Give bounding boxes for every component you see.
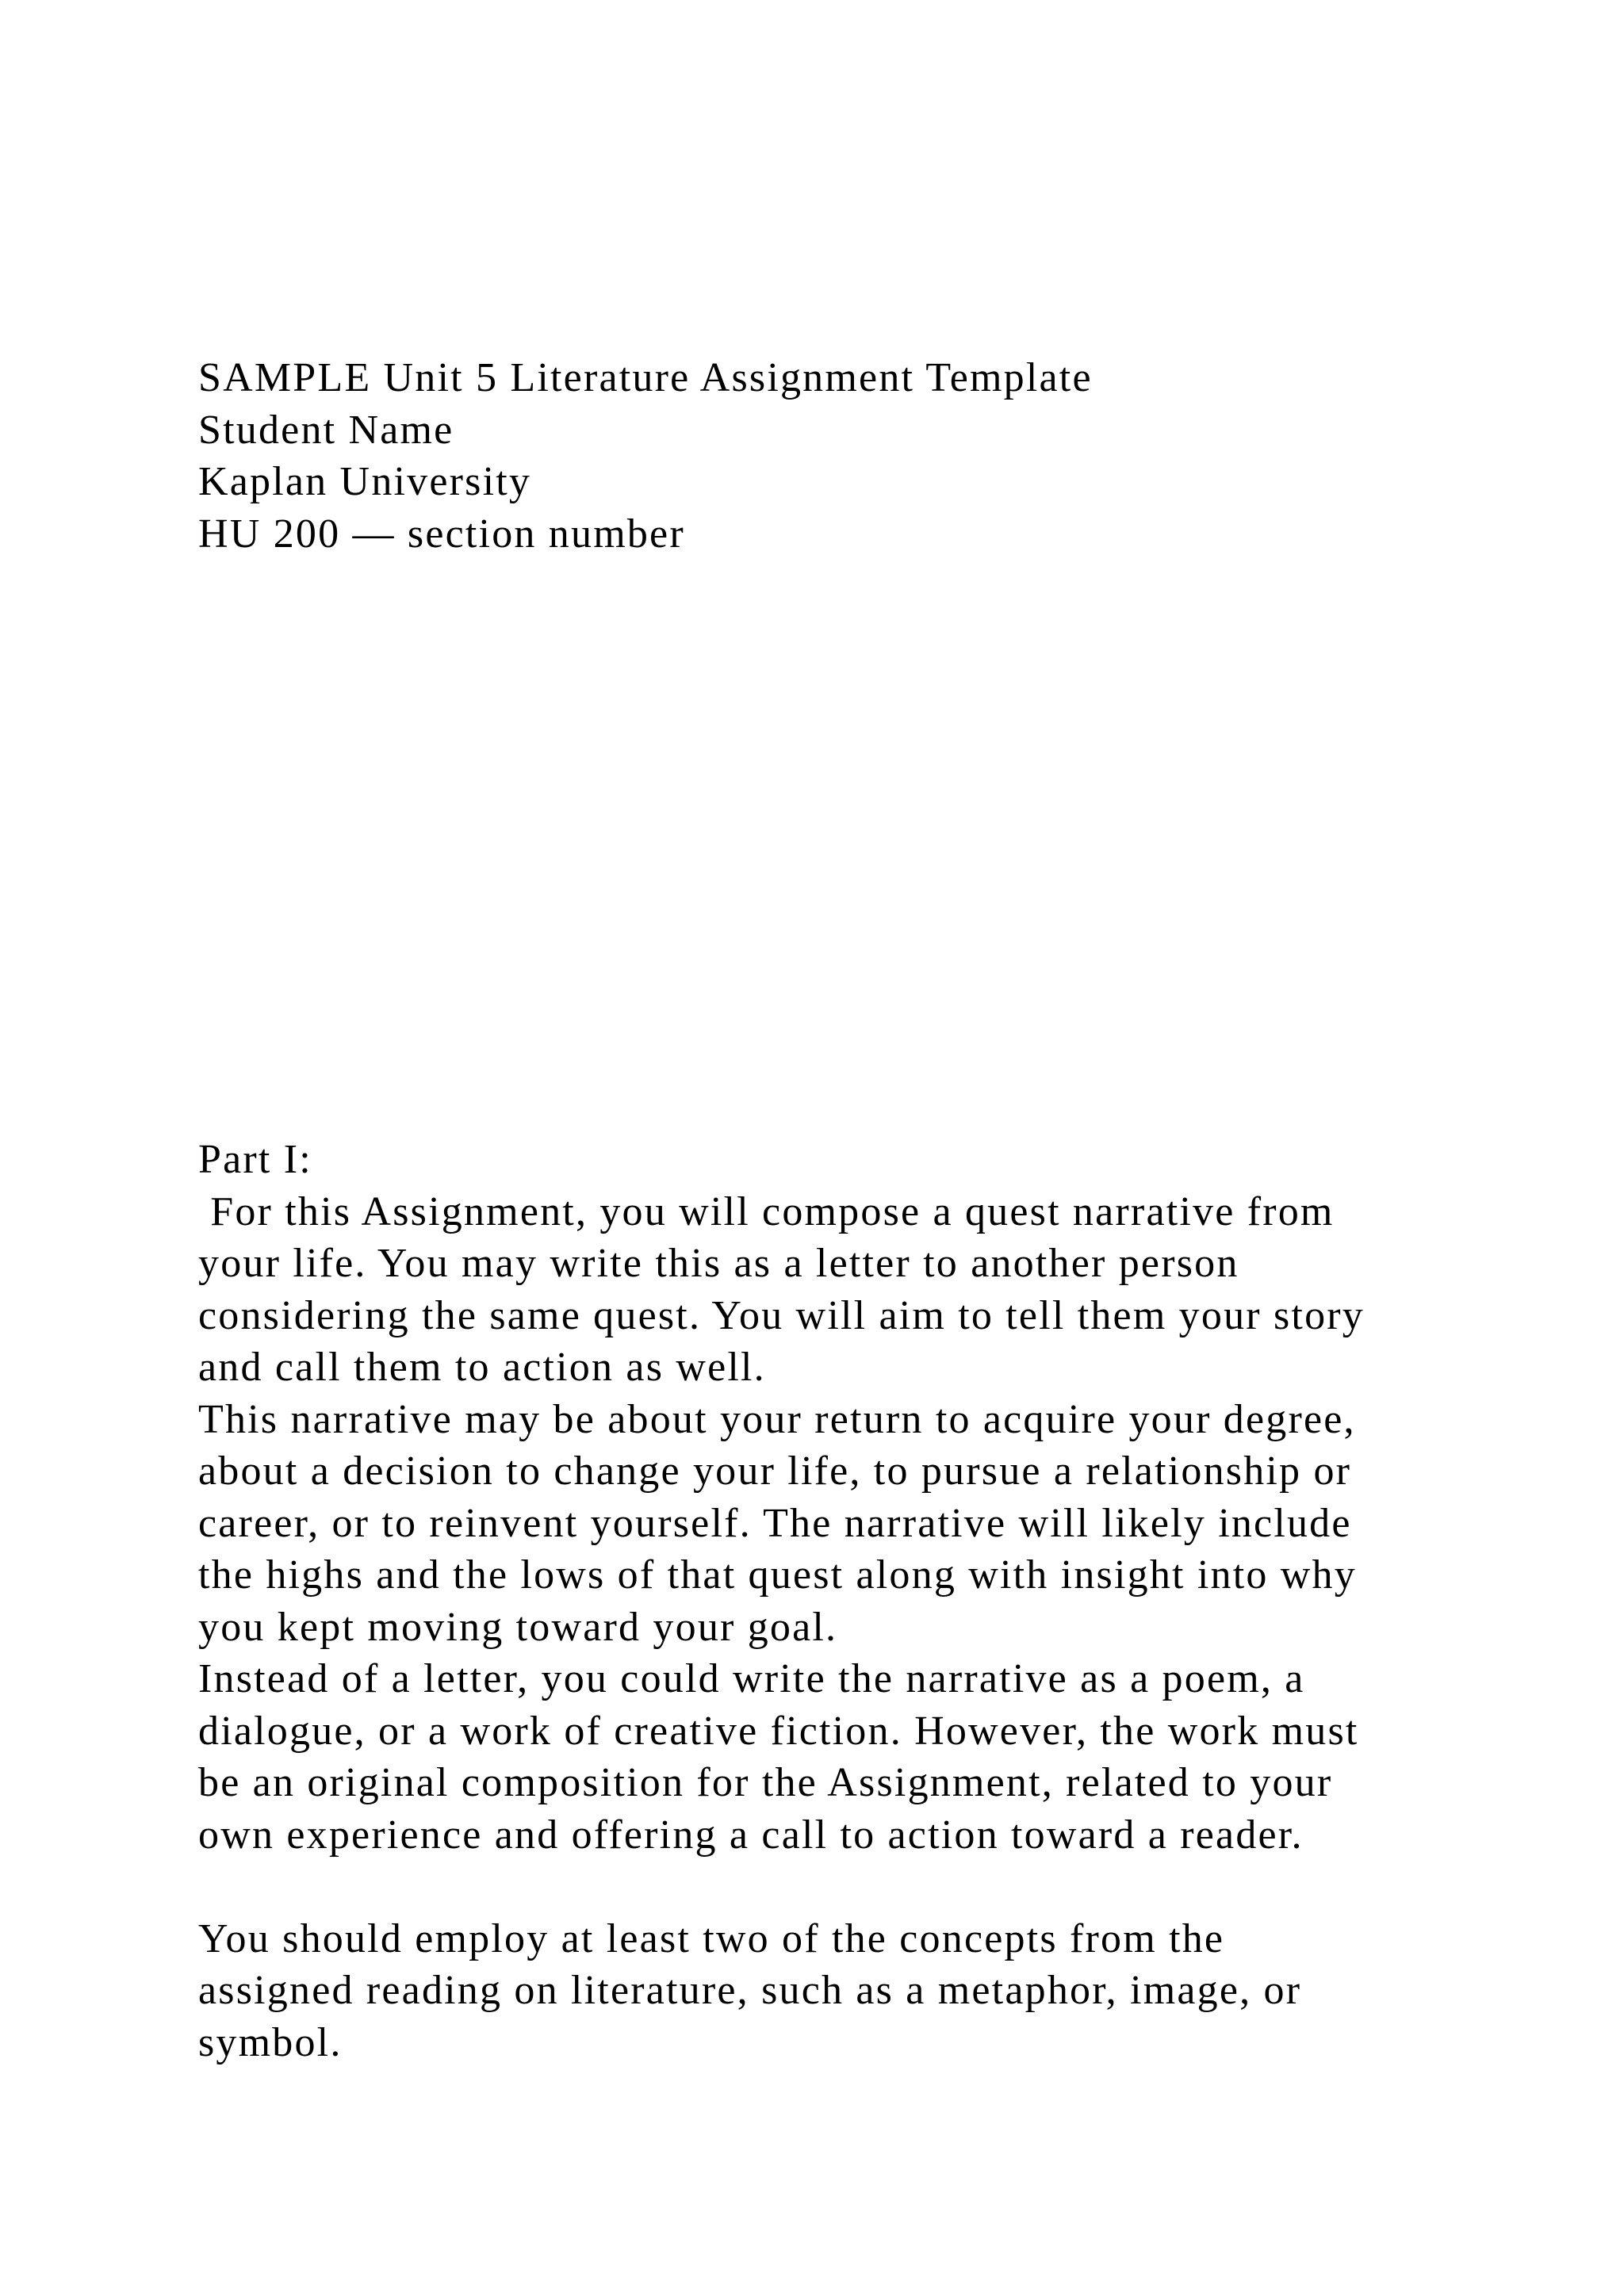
part-heading: Part I:	[198, 1137, 312, 1182]
paragraph-line: You should employ at least two of the concepts from the	[198, 1915, 1225, 1961]
student-name: Student Name	[198, 407, 454, 453]
paragraph-line: dialogue, or a work of creative fiction. However, the work must	[198, 1708, 1359, 1754]
paragraph-line: about a decision to change your life, to pursue a relationship or	[198, 1448, 1352, 1494]
document-title: SAMPLE Unit 5 Literature Assignment Template	[198, 355, 1093, 400]
paragraph-line: you kept moving toward your goal.	[198, 1604, 838, 1650]
university-name: Kaplan University	[198, 459, 532, 504]
paragraph-3	[198, 1653, 1530, 1861]
paragraph-1	[198, 1186, 1530, 1394]
paragraph-line: symbol.	[198, 2019, 343, 2065]
paragraph-line: Instead of a letter, you could write the narrative as a poem, a	[198, 1656, 1305, 1701]
paragraph-line: considering the same quest. You will aim to tell them your story	[198, 1292, 1365, 1338]
paragraph-2	[198, 1394, 1530, 1654]
paragraph-line: and call them to action as well.	[198, 1345, 766, 1390]
paragraph-line: For this Assignment, you will compose a quest narrative from	[198, 1188, 1335, 1234]
paragraph-spacer	[198, 1861, 1530, 1913]
paragraph-line: This narrative may be about your return to acquire your degree,	[198, 1396, 1356, 1442]
paragraph-line: your life. You may write this as a letter to another person	[198, 1241, 1239, 1286]
paragraph-line: assigned reading on literature, such as a metaphor, image, or	[198, 1968, 1302, 2013]
course-section: HU 200 — section number	[198, 511, 685, 557]
title-block	[198, 352, 1530, 560]
paragraph-4	[198, 1913, 1530, 2069]
paragraph-line: own experience and offering a call to action toward a reader.	[198, 1812, 1304, 1858]
body-block	[198, 1134, 1530, 2068]
paragraph-line: career, or to reinvent yourself. The narrative will likely include	[198, 1500, 1352, 1546]
paragraph-line: be an original composition for the Assignment, related to your	[198, 1760, 1333, 1805]
paragraph-line: the highs and the lows of that quest along with insight into why	[198, 1552, 1357, 1598]
